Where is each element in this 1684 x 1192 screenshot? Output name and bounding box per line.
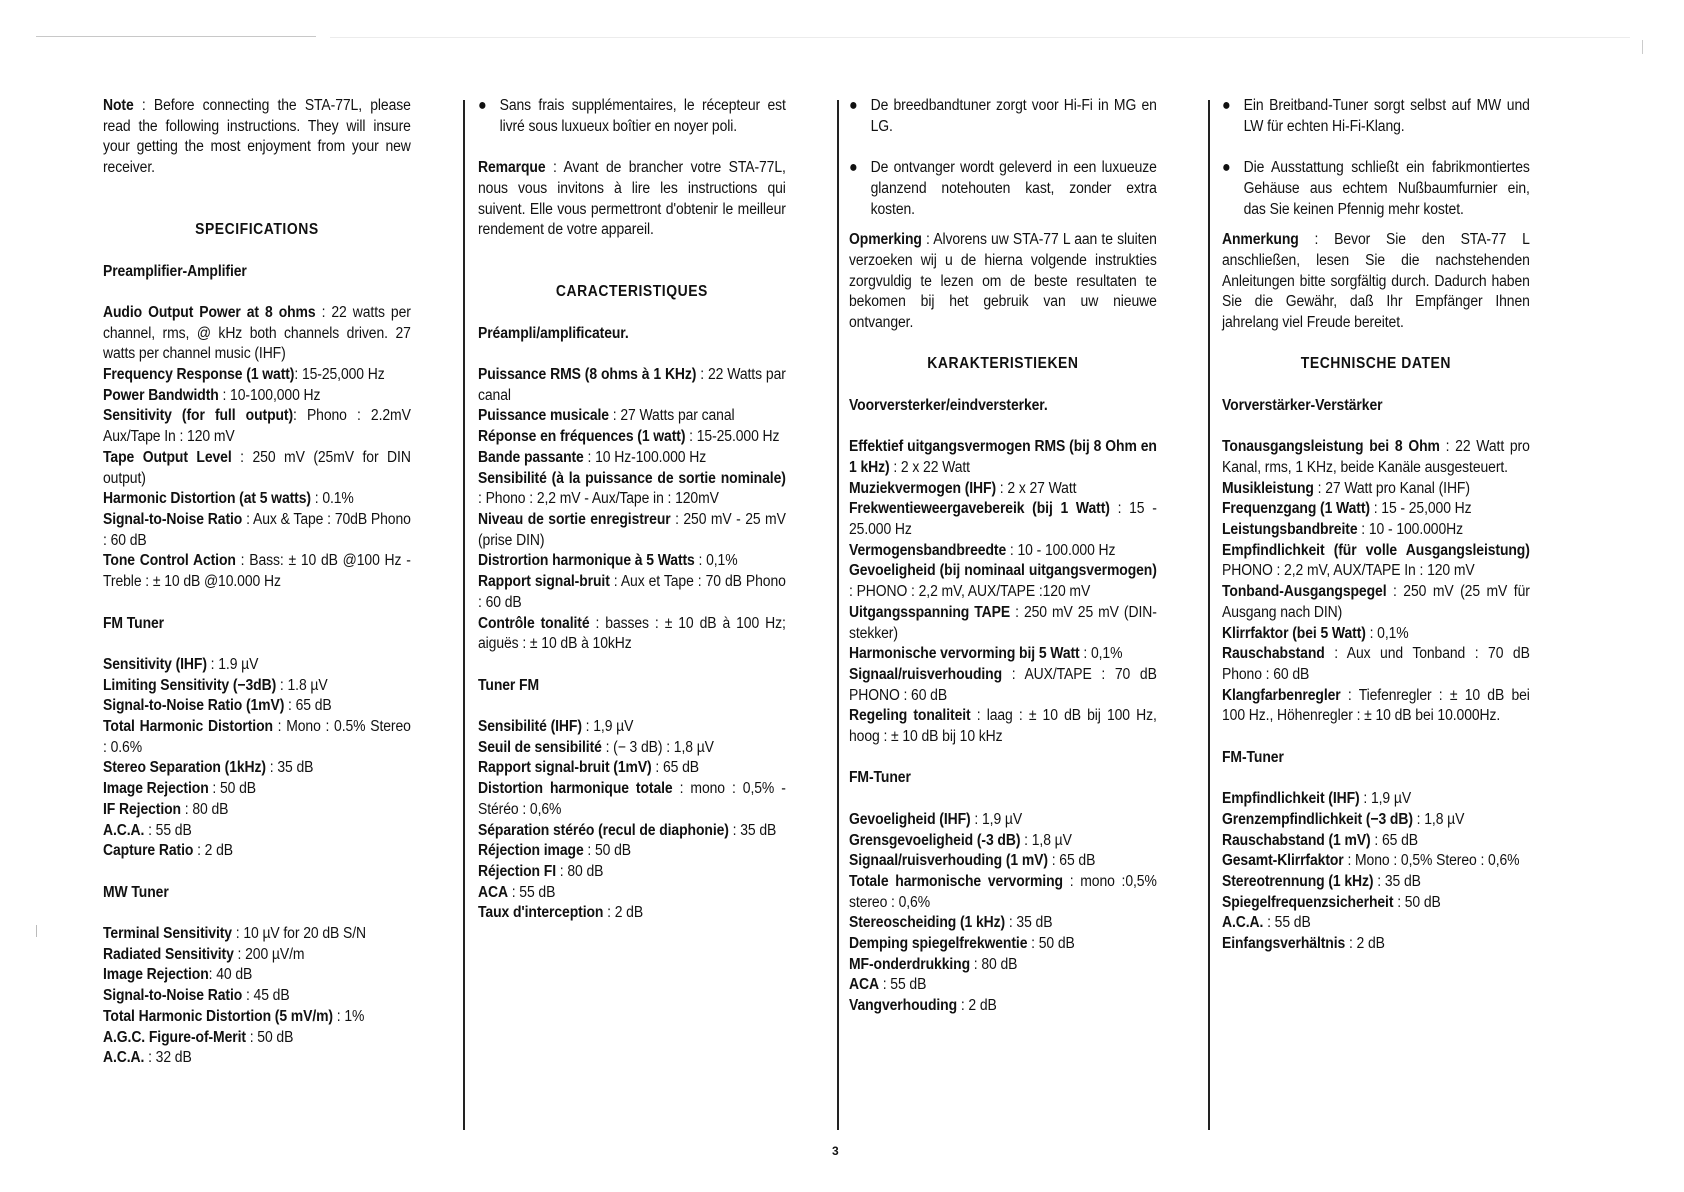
spec-row [478,427,786,448]
spec-label: Séparation stéréo (recul de diaphonie) [478,821,729,839]
spec-label: Terminal Sensitivity [103,925,232,942]
spec-value: : 45 dB [242,987,290,1005]
spec-row [103,303,411,365]
spec-label: Stereo Separation (1kHz) [103,759,266,777]
spec-value: : 55 dB [1263,914,1311,932]
column-german [1222,96,1530,975]
spec-row [478,406,786,427]
spec-label: Réjection FI [478,862,556,880]
column-divider-1 [463,100,465,1130]
spec-row [849,996,1157,1017]
spec-value: : Phono : 2.2mV Aux/Tape In : 120 mV [103,407,411,446]
spec-row [849,665,1157,706]
spec-value: : 50 dB [208,780,257,798]
spec-value: : 50 dB [1027,935,1075,953]
spec-row [103,758,411,779]
spec-value: : laag : ± 10 dB bij 100 Hz, hoog : ± 10 dB bij 10 kHz [849,707,1157,746]
spec-row [1222,520,1530,541]
spec-row [1222,789,1530,810]
spec-label: Grensgevoeligheid (-3 dB) [849,831,1021,849]
spec-label: ACA [478,883,508,901]
edge-mark [36,925,37,937]
spec-label: Sensibilité (IHF) [478,717,582,735]
spec-label: Signaal/ruisverhouding (1 mV) [849,852,1048,870]
spec-row [849,644,1157,665]
spec-row [849,831,1157,852]
spec-label: Puissance musicale [478,407,609,425]
spec-value: : 65 dB [284,697,332,715]
spec-label: Réponse en fréquences (1 watt) [478,428,686,446]
spec-row [849,561,1157,602]
spec-value: : 40 dB [208,966,253,984]
spec-row [1222,831,1530,852]
spec-label: Capture Ratio [103,842,194,860]
spec-label: Gesamt-Klirrfaktor [1222,852,1344,870]
spec-label: Sensitivity (for full output) [103,407,294,425]
spec-row [103,945,411,966]
spec-value: : 10 µV for 20 dB S/N [231,925,366,942]
spec-value: : 15-25.000 Hz [685,428,780,446]
spec-value: : 1,9 µV [1359,790,1412,808]
note-paragraph: Note : Before connecting the STA-77L, please read the following instructions. They will insure your getting the most enjoyment from your new receiver. [103,97,411,177]
spec-value: : 35 dB [265,759,314,777]
spec-label: Rapport signal-bruit (1mV) [478,759,652,777]
spec-value: PHONO : 2,2 mV, AUX/TAPE In : 120 mV [1222,562,1475,580]
spec-row [849,955,1157,976]
spec-value: : Mono : 0,5% Stereo : 0,6% [1343,852,1520,870]
spec-row [849,975,1157,996]
spec-label: Image Rejection [103,966,209,984]
spec-value: : 1.9 µV [206,655,259,673]
spec-row [103,717,411,758]
spec-group [849,768,1157,1037]
spec-row [1222,582,1530,623]
spec-label: Vermogensbandbreedte [849,541,1007,559]
bullet-item: ● Die Ausstattung schließt ein fabrikmontiertes Gehäuse aus echtem Nußbaumfurnier ein, das Sie keinen Pfennig mehr kostet. [1222,158,1530,220]
spec-group [478,324,786,676]
spec-value: : 1,8 µV [1020,831,1072,849]
spec-row [103,510,411,551]
note-paragraph: Anmerkung : Bevor Sie den STA-77 L anschließen, lesen Sie die nachstehenden Anleitungen bitte sorgfältig durch. Dadurch haben Sie die Gewähr, daß Ihr Empfänger Ihnen jahrelang viel Freude bereitet. [1222,231,1530,332]
section-heading: KARAKTERISTIEKEN [927,355,1079,373]
spec-label: Totale harmonische vervorming [849,872,1063,890]
spec-row [478,614,786,655]
spec-value: : 80 dB [555,862,604,880]
spec-value: : 2 dB [603,904,644,922]
section-heading: CARACTERISTIQUES [555,283,708,301]
spec-value: : 15-25,000 Hz [294,366,385,384]
spec-label: Signal-to-Noise Ratio (1mV) [103,697,285,715]
spec-value: : 55 dB [144,821,192,839]
spec-value: : basses : ± 10 dB à 100 Hz; aiguës : ± 10 dB à 10kHz [478,614,786,653]
spec-group-title: MW Tuner [103,883,169,901]
spec-label: Musikleistung [1222,479,1314,497]
spec-value: : 1,9 µV [970,810,1023,828]
spec-value: : 2 dB [193,842,233,860]
spec-value: : 15 - 25,000 Hz [1369,500,1472,518]
spec-label: Regeling tonaliteit [849,707,971,725]
spec-value: : Aux & Tape : 70dB Phono : 60 dB [103,511,411,549]
spec-label: Frequency Response (1 watt) [103,366,295,384]
spec-value: : 250 mV (25 mV für Ausgang nach DIN) [1222,583,1530,621]
spec-row [849,706,1157,747]
spec-value: : 55 dB [878,976,927,994]
spec-group-title: FM-Tuner [849,769,911,787]
spec-value: : 50 dB [1393,893,1441,911]
spec-value: : Mono : 0.5% Stereo : 0.6% [103,718,411,756]
spec-label: A.C.A. [103,1049,145,1067]
spec-row [103,551,411,592]
spec-row [103,406,411,447]
spec-value: : 27 Watts par canal [608,407,735,425]
spec-label: Distortion harmonique totale [478,780,673,798]
bullet-item: ● De ontvanger wordt geleverd in een luxueuze glanzend notehouten kast, zonder extra kosten. [849,158,1157,220]
spec-value: : 250 mV - 25 mV (prise DIN) [478,510,786,549]
spec-row [1222,499,1530,520]
spec-label: Signaal/ruisverhouding [849,665,1003,683]
spec-label: Image Rejection [103,780,209,798]
spec-label: Contrôle tonalité [478,614,590,632]
spec-row [103,1048,411,1069]
spec-label: Audio Output Power at 8 ohms [103,303,316,321]
top-scan-line [36,36,316,37]
spec-label: Total Harmonic Distortion [103,718,273,735]
spec-group-title: Vorverstärker-Verstärker [1222,396,1383,414]
spec-label: Sensitivity (IHF) [103,655,207,673]
spec-row [849,603,1157,644]
bullet-item: ● Sans frais supplémentaires, le récepteur est livré sous luxueux boîtier en noyer poli. [478,96,786,137]
spec-label: IF Rejection [103,800,181,818]
top-scan-line-faint [330,37,1630,38]
bullet-icon: ● [1222,159,1231,177]
column-dutch [849,96,1157,1038]
spec-label: Gevoeligheid (IHF) [849,810,971,828]
spec-value: : 2 dB [1345,935,1385,953]
spec-label: Grenzempfindlichkeit (−3 dB) [1222,810,1413,828]
spec-label: Harmonic Distortion (at 5 watts) [103,490,311,508]
spec-label: Demping spiegelfrekwentie [849,935,1028,953]
spec-row [478,758,786,779]
spec-group [1222,396,1530,748]
spec-value: : 0,1% [1365,624,1409,642]
spec-value: : 2 x 27 Watt [996,479,1077,497]
spec-row [103,841,411,862]
section-heading: SPECIFICATIONS [195,221,319,239]
spec-label: Tonausgangsleistung bei 8 Ohm [1222,438,1440,456]
spec-label: Power Bandwidth [103,386,219,404]
spec-group-title: Préampli/amplificateur. [478,324,629,342]
spec-row [478,779,786,820]
spec-row [478,821,786,842]
spec-row [1222,872,1530,893]
spec-label: Empfindlichkeit (IHF) [1222,790,1360,808]
note-paragraph: Remarque : Avant de brancher votre STA-77L, nous vous invitons à lire les instructions qui suivent. Elle vous permettront d'obtenir le meilleur rendement de votre appareil. [478,159,786,239]
spec-value: : 0,1% [694,552,738,570]
spec-value: : 0.1% [310,490,354,508]
spec-label: Frequenzgang (1 Watt) [1222,500,1370,518]
spec-row [849,851,1157,872]
spec-value: : 10-100,000 Hz [218,386,321,404]
spec-row [1222,851,1530,872]
spec-value: : Aux et Tape : 70 dB Phono : 60 dB [478,573,786,611]
spec-label: Tonband-Ausgangspegel [1222,583,1387,601]
spec-value: : PHONO : 2,2 mV, AUX/TAPE :120 mV [849,583,1091,601]
bullet-item: ● De breedbandtuner zorgt voor Hi-Fi in MG en LG. [849,96,1157,137]
column-divider-2 [837,100,839,1130]
spec-value: : 10 - 100.000 Hz [1006,541,1116,559]
spec-value: : mono : 0,5% - Stéréo : 0,6% [478,780,786,818]
spec-value: : 1,8 µV [1412,810,1465,828]
spec-row [103,676,411,697]
spec-row [849,810,1157,831]
spec-row [103,386,411,407]
spec-value: : 10 - 100.000Hz [1357,521,1463,538]
spec-value: : Tiefenregler : ± 10 dB bei 100 Hz., Höhenregler : ± 10 dB bei 10.000Hz. [1222,686,1530,725]
spec-group [849,396,1157,769]
spec-row [478,469,786,510]
spec-row [103,1007,411,1028]
column-divider-3 [1208,100,1210,1130]
spec-row [849,934,1157,955]
spec-value: : mono :0,5% stereo : 0,6% [849,872,1157,911]
spec-value: : 65 dB [1370,831,1418,849]
spec-row [849,437,1157,478]
spec-row [478,572,786,613]
spec-row [478,365,786,406]
spec-label: Rapport signal-bruit [478,573,610,591]
spec-group-title: FM-Tuner [1222,748,1284,766]
spec-value: : 2 x 22 Watt [889,458,970,476]
spec-row [478,862,786,883]
spec-row [849,541,1157,562]
spec-row [103,655,411,676]
spec-value: : 22 watts per channel, rms, @ kHz both channels driven. 27 watts per channel music (IHF) [103,303,411,363]
bullet-icon: ● [849,159,858,177]
spec-row [1222,644,1530,685]
spec-value: : 250 mV 25 mV (DIN-stekker) [849,603,1157,642]
spec-group [103,883,411,1090]
spec-label: Uitgangsspanning TAPE [849,603,1011,621]
spec-value: : (− 3 dB) : 1,8 µV [601,738,714,756]
spec-row [1222,686,1530,727]
spec-value: : 35 dB [1373,872,1421,890]
spec-label: Taux d'interception [478,904,604,922]
spec-label: Rauschabstand (1 mV) [1222,831,1371,849]
spec-value: : 27 Watt pro Kanal (IHF) [1313,479,1470,497]
spec-value: : 22 Watts par canal [478,366,786,404]
spec-row [478,738,786,759]
spec-row [1222,479,1530,500]
spec-label: Réjection image [478,842,584,860]
spec-row [103,800,411,821]
spec-label: Seuil de sensibilité [478,738,602,756]
spec-row [849,479,1157,500]
column-english [103,96,411,1090]
spec-label: Tape Output Level [103,448,232,466]
spec-label: Leistungsbandbreite [1222,521,1358,538]
spec-value: : 65 dB [1047,852,1096,870]
spec-row [103,924,411,945]
spec-label: Gevoeligheid (bij nominaal uitgangsvermogen) [849,562,1157,580]
spec-label: MF-onderdrukking [849,955,971,973]
spec-label: Puissance RMS (8 ohms à 1 KHz) [478,366,697,384]
spec-label: Niveau de sortie enregistreur [478,510,671,528]
spec-label: Limiting Sensitivity (−3dB) [103,676,277,694]
spec-value: : Aux und Tonband : 70 dB Phono : 60 dB [1222,645,1530,683]
spec-row [1222,934,1530,955]
spec-row [103,448,411,489]
spec-value: : 10 Hz-100.000 Hz [583,448,707,466]
spec-value: : 22 Watt pro Kanal, rms, 1 KHz, beide Kanäle ausgesteuert. [1222,438,1530,476]
note-paragraph: Opmerking : Alvorens uw STA-77 L aan te sluiten verzoeken wij u de hierna volgende instrukties zorgvuldig te lezen om de beste resultaten te bekomen bij het gebruik van uw nieuwe ontvanger. [849,231,1157,332]
spec-label: Signal-to-Noise Ratio [103,987,243,1005]
spec-value: : Phono : 2,2 mV - Aux/Tape in : 120mV [478,490,719,508]
spec-label: Stereotrennung (1 kHz) [1222,872,1374,890]
bullet-icon: ● [478,97,487,114]
section-heading: TECHNISCHE DATEN [1300,355,1452,373]
spec-label: Vangverhouding [849,997,958,1015]
spec-row [1222,624,1530,645]
spec-label: A.C.A. [1222,914,1264,932]
spec-value: : 32 dB [144,1049,192,1067]
spec-value: : 80 dB [970,955,1018,973]
spec-row [478,448,786,469]
spec-row [849,913,1157,934]
spec-label: Frekwentieweergavebereik (bij 1 Watt) [849,500,1110,518]
spec-row [478,717,786,738]
spec-label: Tone Control Action [103,552,236,570]
spec-value: : 1,9 µV [581,717,634,735]
spec-group [478,676,786,945]
spec-label: ACA [849,976,879,994]
spec-group-title: Tuner FM [478,676,540,694]
spec-row [478,510,786,551]
spec-value: : 0,1% [1079,645,1123,663]
spec-row [1222,437,1530,478]
spec-label: A.C.A. [103,821,145,839]
spec-label: A.G.C. Figure-of-Merit [103,1028,246,1046]
spec-row [103,489,411,510]
spec-row [478,903,786,924]
bullet-icon: ● [849,97,858,114]
spec-row [1222,541,1530,582]
spec-label: Muziekvermogen (IHF) [849,479,997,497]
spec-row [103,965,411,986]
spec-row [103,821,411,842]
bullet-item: ● Ein Breitband-Tuner sorgt selbst auf MW und LW für echten Hi-Fi-Klang. [1222,96,1530,137]
spec-row [1222,913,1530,934]
spec-value: : Bass: ± 10 dB @100 Hz - Treble : ± 10 dB @10.000 Hz [103,552,411,591]
spec-row [103,986,411,1007]
spec-label: Radiated Sensitivity [103,945,234,963]
spec-label: Rauschabstand [1222,645,1325,663]
spec-value: : AUX/TAPE : 70 dB PHONO : 60 dB [849,665,1157,704]
spec-value: : 2 dB [957,997,997,1015]
spec-value: : 35 dB [1005,914,1053,932]
spec-label: Klangfarbenregler [1222,686,1341,704]
spec-row [1222,810,1530,831]
spec-row [478,883,786,904]
page-number: 3 [832,1144,839,1158]
spec-label: Distrortion harmonique à 5 Watts [478,552,695,570]
spec-label: Bande passante [478,448,584,466]
spec-value: : 200 µV/m [233,945,305,963]
spec-row [478,841,786,862]
spec-value: : 50 dB [245,1028,294,1046]
spec-row [478,551,786,572]
spec-value: : 65 dB [651,759,699,777]
spec-label: Total Harmonic Distortion (5 mV/m) [103,1007,333,1025]
spec-value: : 80 dB [180,800,229,818]
spec-group [103,262,411,614]
spec-group-title: Preamplifier-Amplifier [103,262,247,280]
spec-value: : 15 - 25.000 Hz [849,500,1157,538]
column-french [478,96,786,945]
spec-row [103,696,411,717]
spec-value: : 55 dB [507,883,556,901]
spec-label: Spiegelfrequenzsicherheit [1222,893,1394,911]
spec-group [103,614,411,883]
spec-value: : 1.8 µV [276,676,328,694]
spec-label: Klirrfaktor (bei 5 Watt) [1222,624,1366,642]
spec-value: : 35 dB [728,821,777,839]
spec-label: Stereoscheiding (1 kHz) [849,914,1006,932]
corner-mark [1642,40,1643,54]
spec-value: : 50 dB [583,842,632,860]
spec-value: : 1% [332,1007,365,1025]
spec-label: Harmonische vervorming bij 5 Watt [849,645,1080,663]
spec-group-title: FM Tuner [103,614,165,632]
spec-group-title: Voorversterker/eindversterker. [849,396,1048,414]
spec-label: Empfindlichkeit (für volle Ausgangsleistung) [1222,541,1530,559]
spec-row [849,499,1157,540]
bullet-icon: ● [1222,97,1231,114]
spec-label: Einfangsverhältnis [1222,935,1346,953]
spec-row [103,1028,411,1049]
spec-row [103,365,411,386]
spec-label: Signal-to-Noise Ratio [103,511,243,528]
spec-label: Effektief uitgangsvermogen RMS (bij 8 Ohm en 1 kHz) [849,438,1157,476]
spec-row [849,872,1157,913]
spec-row [103,779,411,800]
spec-label: Sensibilité (à la puissance de sortie nominale) [478,469,786,487]
spec-row [1222,893,1530,914]
spec-group [1222,748,1530,976]
spec-value: : 250 mV (25mV for DIN output) [103,448,411,487]
